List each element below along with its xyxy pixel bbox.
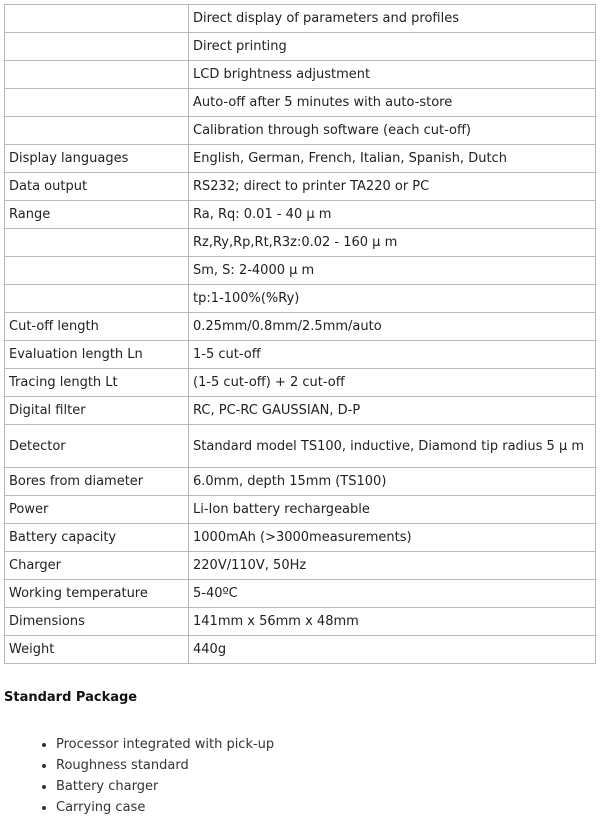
spec-value: Calibration through software (each cut-off) bbox=[189, 117, 596, 145]
spec-value: Auto-off after 5 minutes with auto-store bbox=[189, 89, 596, 117]
spec-value: RS232; direct to printer TA220 or PC bbox=[189, 173, 596, 201]
table-row bbox=[5, 89, 596, 117]
table-row bbox=[5, 313, 596, 341]
spec-value: 141mm x 56mm x 48mm bbox=[189, 608, 596, 636]
spec-label: Weight bbox=[5, 636, 189, 664]
spec-label: Dimensions bbox=[5, 608, 189, 636]
table-row bbox=[5, 201, 596, 229]
spec-label: Tracing length Lt bbox=[5, 369, 189, 397]
spec-value: 0.25mm/0.8mm/2.5mm/auto bbox=[189, 313, 596, 341]
spec-label: Charger bbox=[5, 552, 189, 580]
table-row bbox=[5, 425, 596, 468]
spec-label: Bores from diameter bbox=[5, 468, 189, 496]
spec-label: Working temperature bbox=[5, 580, 189, 608]
spec-label: Cut-off length bbox=[5, 313, 189, 341]
spec-value: Li-Ion battery rechargeable bbox=[189, 496, 596, 524]
table-row bbox=[5, 173, 596, 201]
table-row bbox=[5, 552, 596, 580]
table-row bbox=[5, 257, 596, 285]
spec-value: Direct printing bbox=[189, 33, 596, 61]
list-item: • Carrying case bbox=[56, 797, 274, 818]
table-row bbox=[5, 117, 596, 145]
spec-label bbox=[5, 285, 189, 313]
spec-value: Ra, Rq: 0.01 - 40 μ m bbox=[189, 201, 596, 229]
spec-value: Rz,Ry,Rp,Rt,R3z:0.02 - 160 μ m bbox=[189, 229, 596, 257]
spec-value: Standard model TS100, inductive, Diamond tip radius 5 μ m bbox=[189, 425, 596, 468]
table-row bbox=[5, 468, 596, 496]
spec-value: Sm, S: 2-4000 μ m bbox=[189, 257, 596, 285]
spec-value: Direct display of parameters and profiles bbox=[189, 5, 596, 33]
spec-label: Range bbox=[5, 201, 189, 229]
spec-label bbox=[5, 117, 189, 145]
list-item: • Battery charger bbox=[56, 776, 274, 797]
table-row bbox=[5, 341, 596, 369]
spec-value: 1-5 cut-off bbox=[189, 341, 596, 369]
table-row bbox=[5, 145, 596, 173]
table-row bbox=[5, 580, 596, 608]
spec-value: (1-5 cut-off) + 2 cut-off bbox=[189, 369, 596, 397]
spec-value: 6.0mm, depth 15mm (TS100) bbox=[189, 468, 596, 496]
spec-label bbox=[5, 61, 189, 89]
spec-label: Digital filter bbox=[5, 397, 189, 425]
spec-label: Evaluation length Ln bbox=[5, 341, 189, 369]
spec-label: Battery capacity bbox=[5, 524, 189, 552]
specifications-table bbox=[4, 4, 596, 664]
spec-label bbox=[5, 89, 189, 117]
spec-label bbox=[5, 257, 189, 285]
spec-value: English, German, French, Italian, Spanish, Dutch bbox=[189, 145, 596, 173]
spec-label: Detector bbox=[5, 425, 189, 468]
list-item: • Processor integrated with pick-up bbox=[56, 734, 274, 755]
table-row bbox=[5, 61, 596, 89]
spec-value: 1000mAh (>3000measurements) bbox=[189, 524, 596, 552]
list-item: • Roughness standard bbox=[56, 755, 274, 776]
spec-value: 220V/110V, 50Hz bbox=[189, 552, 596, 580]
table-row bbox=[5, 229, 596, 257]
spec-label bbox=[5, 33, 189, 61]
table-row bbox=[5, 636, 596, 664]
table-row bbox=[5, 608, 596, 636]
spec-label: Display languages bbox=[5, 145, 189, 173]
standard-package-list bbox=[0, 734, 274, 818]
spec-label: Data output bbox=[5, 173, 189, 201]
table-row bbox=[5, 369, 596, 397]
spec-label bbox=[5, 229, 189, 257]
standard-package-heading: Standard Package bbox=[4, 690, 138, 705]
spec-label bbox=[5, 5, 189, 33]
spec-value: LCD brightness adjustment bbox=[189, 61, 596, 89]
table-row bbox=[5, 397, 596, 425]
spec-value: RC, PC-RC GAUSSIAN, D-P bbox=[189, 397, 596, 425]
table-row bbox=[5, 496, 596, 524]
spec-label: Power bbox=[5, 496, 189, 524]
table-row bbox=[5, 285, 596, 313]
table-row bbox=[5, 5, 596, 33]
spec-value: 5-40ºC bbox=[189, 580, 596, 608]
table-row bbox=[5, 524, 596, 552]
table-row bbox=[5, 33, 596, 61]
spec-value: 440g bbox=[189, 636, 596, 664]
spec-value: tp:1-100%(%Ry) bbox=[189, 285, 596, 313]
